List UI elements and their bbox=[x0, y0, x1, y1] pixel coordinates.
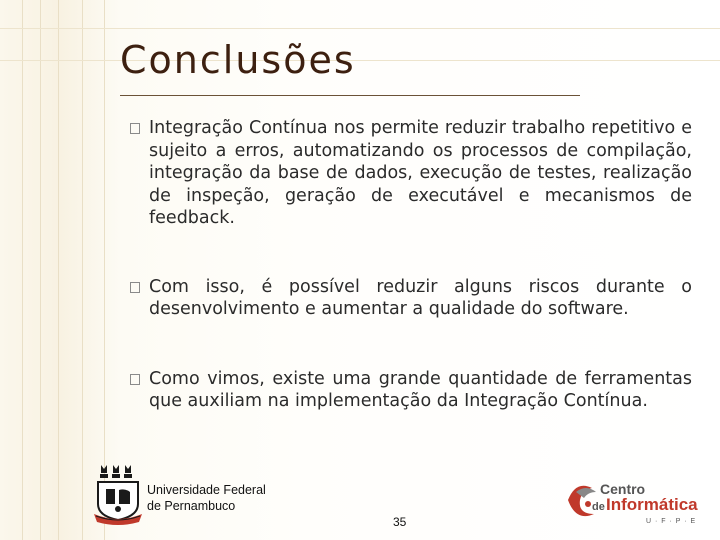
slide-title: Conclusões bbox=[120, 38, 356, 82]
bullet-item bbox=[130, 117, 692, 230]
page-number: 35 bbox=[393, 515, 407, 529]
university-line-1: Universidade Federal bbox=[147, 483, 266, 497]
background-line bbox=[104, 0, 105, 540]
bullet-item bbox=[130, 276, 692, 321]
university-name bbox=[147, 482, 266, 514]
bullet-text: Com isso, é possível reduzir alguns riscos durante o desenvolvimento e aumentar a qualidade do software. bbox=[149, 276, 692, 319]
bullet-item bbox=[130, 368, 692, 413]
bullet-box-icon bbox=[130, 374, 140, 385]
background-line bbox=[82, 0, 83, 540]
ufpe-crest-logo bbox=[92, 462, 144, 528]
title-underline bbox=[120, 95, 580, 96]
bullet-box-icon bbox=[130, 282, 140, 293]
bullet-text: Como vimos, existe uma grande quantidade de ferramentas que auxiliam na implementação da Integração Contínua. bbox=[149, 368, 692, 411]
bullet-text: Integração Contínua nos permite reduzir trabalho repetitivo e sujeito a erros, automatizando os processos de compilação, integração da base de dados, execução de testes, realização de inspeção, geração de executável e mecanismos de feedback. bbox=[149, 118, 692, 228]
cin-logo-prefix: de bbox=[592, 501, 605, 513]
cin-logo-line-2: Informática bbox=[606, 495, 698, 514]
background-line bbox=[0, 60, 720, 61]
university-line-2: de Pernambuco bbox=[147, 499, 236, 513]
background-line bbox=[40, 0, 41, 540]
cin-logo bbox=[562, 470, 702, 528]
bullet-box-icon bbox=[130, 123, 140, 134]
cin-logo-line-1: Centro bbox=[600, 481, 646, 497]
background-line bbox=[0, 28, 720, 29]
background-line bbox=[22, 0, 23, 540]
bullet-list bbox=[130, 117, 692, 459]
background-line bbox=[58, 0, 59, 540]
cin-logo-sub: U · F · P · E bbox=[646, 518, 697, 525]
